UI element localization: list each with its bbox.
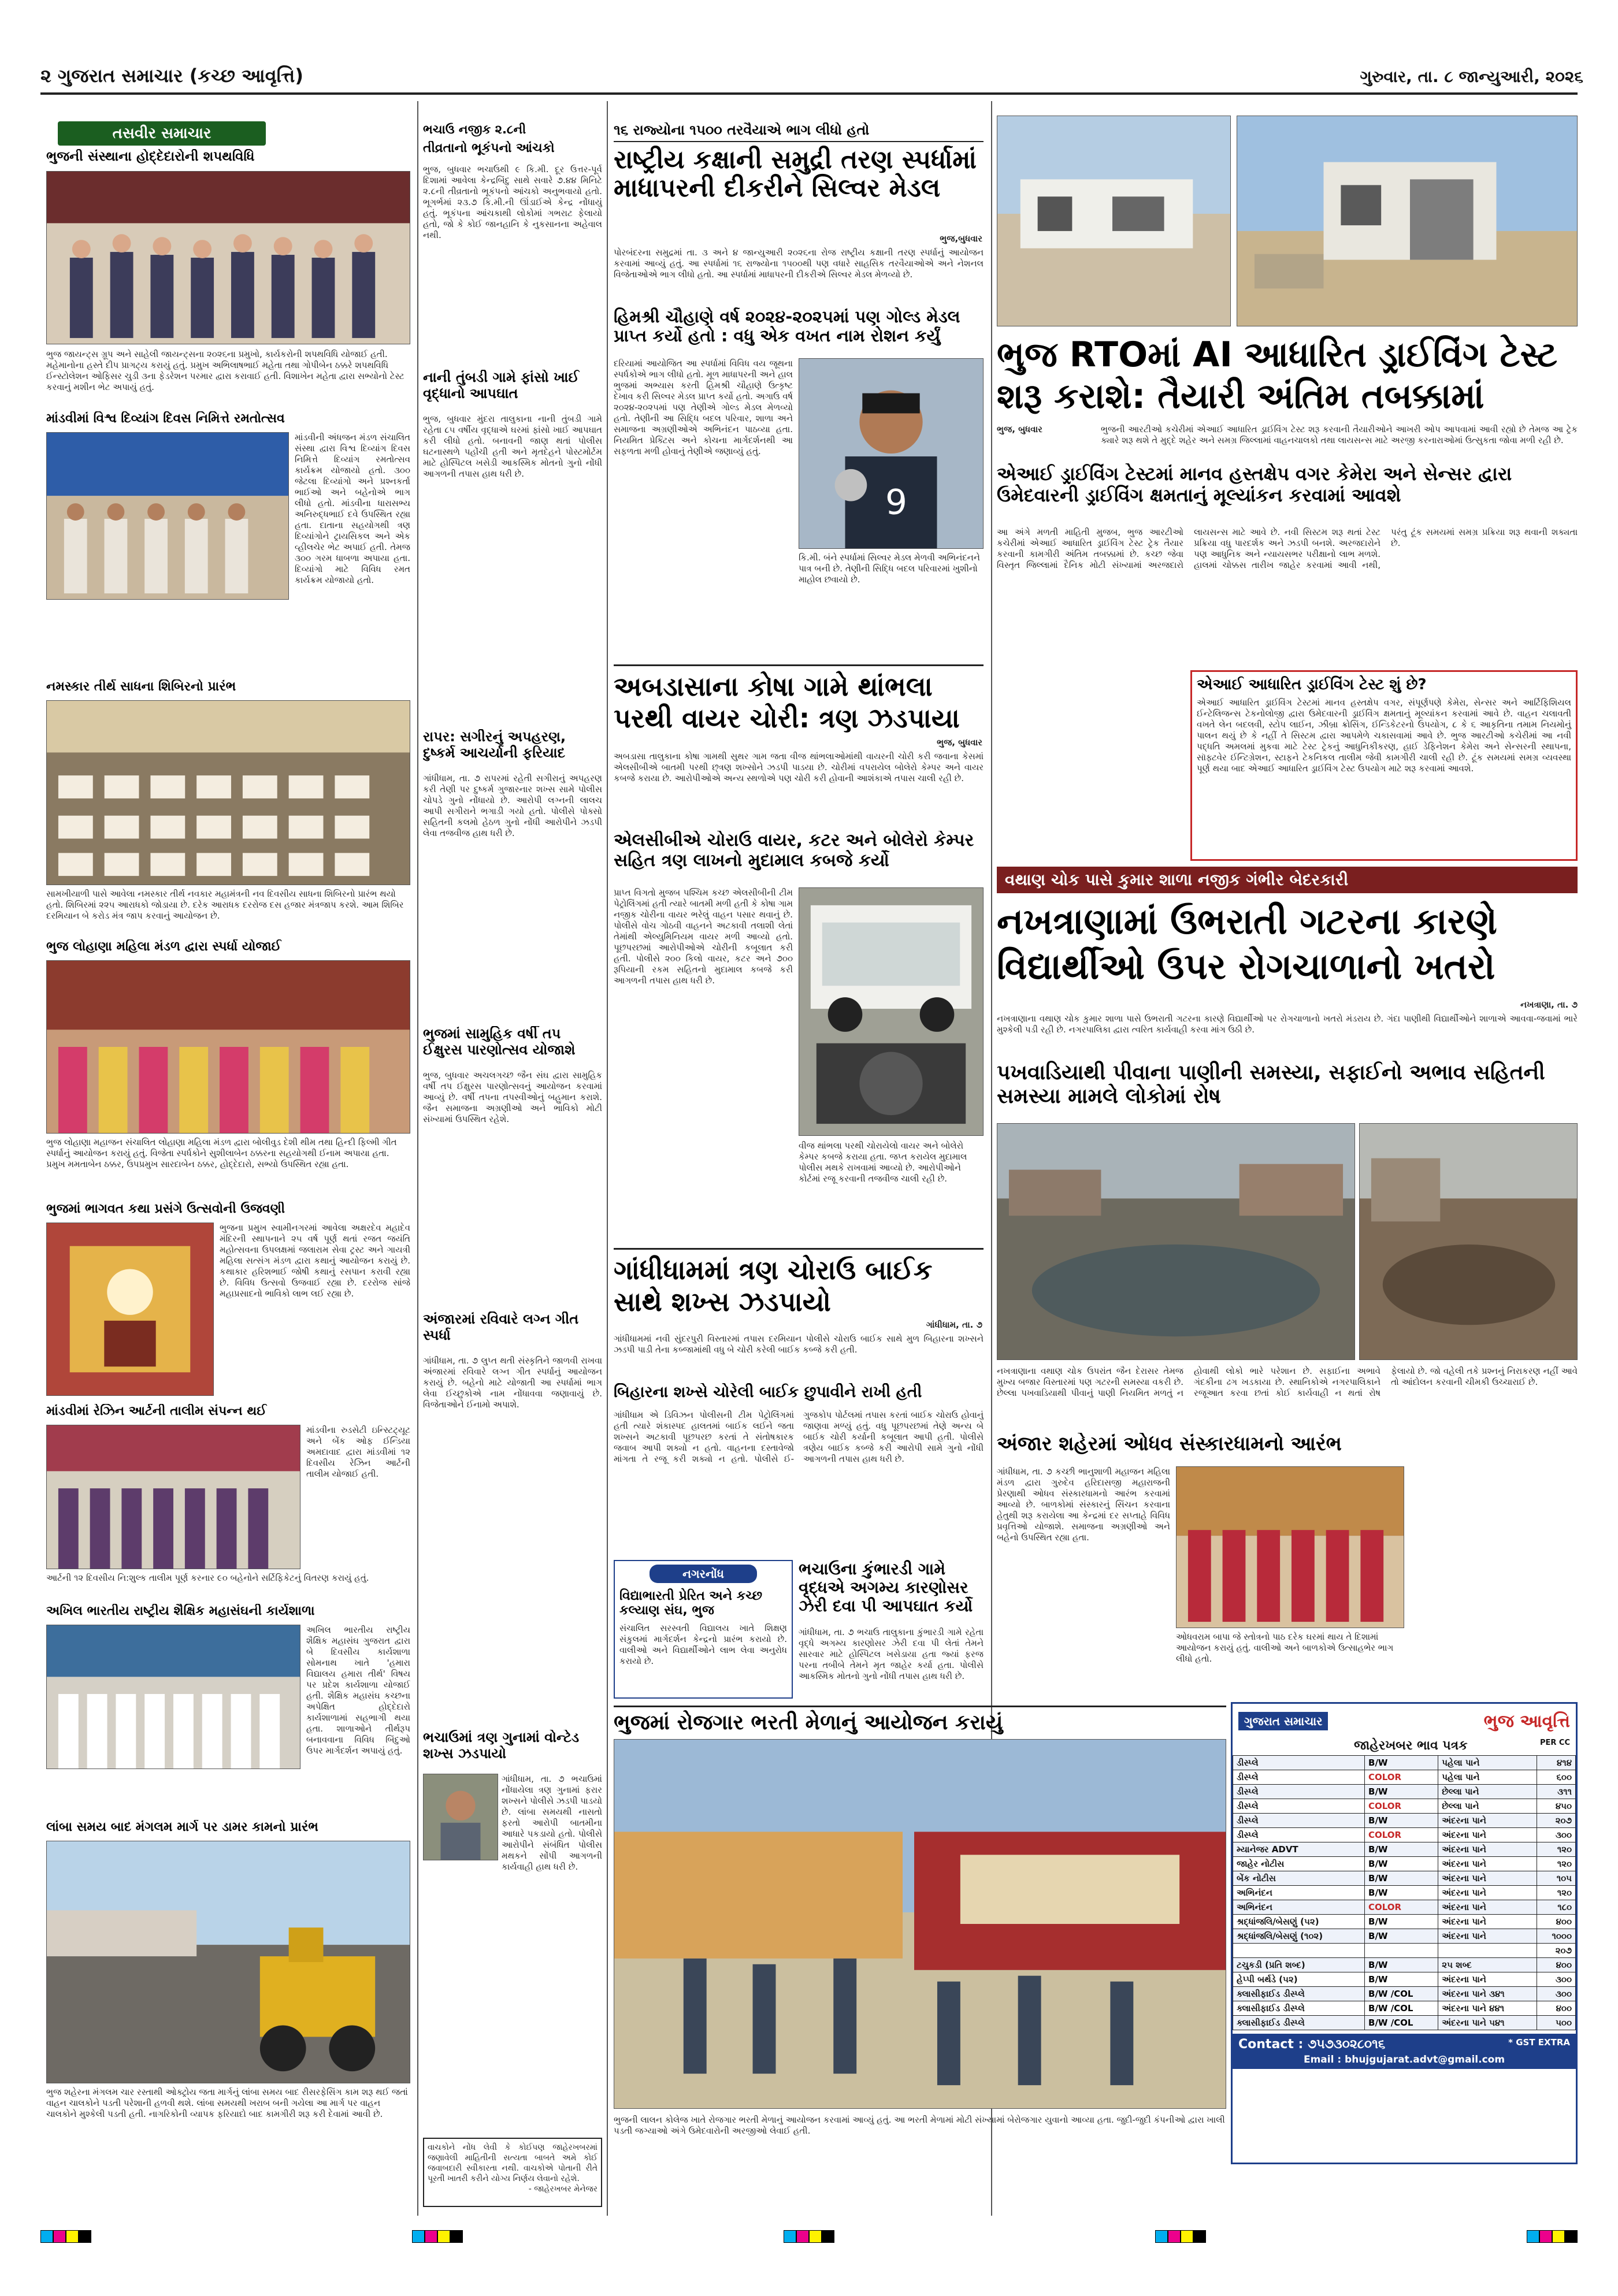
rate-price: ૪૦૦ xyxy=(1537,1915,1576,1929)
rate-mode: B/W xyxy=(1365,1785,1438,1799)
contact-email: Email : bhujgujarat.advt@gmail.com xyxy=(1303,2054,1505,2065)
info-box xyxy=(1190,670,1578,861)
rate-page: અંદરના પાને ૫૪૧ xyxy=(1438,2016,1537,2030)
rate-price: ૨૦૭ xyxy=(1537,1814,1576,1828)
rate-price: ૧૨૦ xyxy=(1537,1886,1576,1900)
rate-mode: B/W /COL xyxy=(1365,1987,1438,2001)
story-headline: ભુજ RTOમાં AI આધારિત ડ્રાઈવિંગ ટેસ્ટ શરૂ કરાશે: તૈયારી અંતિમ તબક્કામાં xyxy=(997,335,1558,417)
story-title: નાની તુંબડી ગામે ફાંસો ખાઈ વૃદ્ધાનો આપઘાત xyxy=(423,370,580,402)
rate-type: ક્લાસીફાઈડ ડીસ્પ્લે xyxy=(1233,2016,1365,2030)
story-title: નમસ્કાર તીર્થ સાધના શિબિરનો પ્રારંભ xyxy=(46,679,236,694)
rate-price: ૧૦૦૦ xyxy=(1537,1929,1576,1944)
story-body: ગાંધીધામ, તા. ૭ રાપરમાં રહેતી સગીરાનું અપહરણ કરી તેણી પર દુષ્કર્મ ગુજારનાર શખ્સ સામે પોલીસ ચોપડે ગુનો નોંધાયો છે. આરોપી લગ્નની લાલચ આપી સગીરાને ભગાડી ગયો હતો. પોલીસે પોક્સો સહિતની કલમો હેઠળ ગુનો નોંધી આરોપીને ઝડપી લેવા તજવીજ હાથ ધરી છે. xyxy=(423,773,602,838)
rate-type: જાહેર નોટીસ xyxy=(1233,1857,1365,1871)
news-photo xyxy=(46,1841,410,2083)
rate-row xyxy=(1233,1857,1576,1871)
story-title: લાંબા સમય બાદ મંગલમ માર્ગ પર ડામર કામનો પ્રારંભ xyxy=(46,1820,318,1834)
rate-price: ૧૨૦ xyxy=(1537,1857,1576,1871)
rate-type: શ્રદ્ધાંજલિ/બેસણું (૧૦૨) xyxy=(1233,1929,1365,1944)
rate-mode: B/W xyxy=(1365,1929,1438,1944)
rate-page: પહેલા પાને xyxy=(1438,1770,1537,1785)
rate-mode: B/W xyxy=(1365,1915,1438,1929)
story-headline: અંજાર શહેરમાં ઓધવ સંસ્કારધામનો આરંભ xyxy=(997,1433,1342,1455)
story-title: ભચાઉમાં ત્રણ ગુનામાં વોન્ટેડ શખ્સ ઝડપાયો xyxy=(423,1730,580,1762)
rate-page: અંદરના પાને xyxy=(1438,1814,1537,1828)
rate-row xyxy=(1233,1756,1576,1770)
story-body: પ્રાપ્ત વિગતો મુજબ પશ્ચિમ કચ્છ એલસીબીની ટીમ પેટ્રોલિંગમાં હતી ત્યારે બાતમી મળી હતી કે કોષા ગામ નજીક ચોરીના વાયર ભરેલું વાહન પસાર થવાનું છે. પોલીસે વોચ ગોઠવી વાહનને અટકાવી તલાશી લેતાં તેમાંથી એલ્યુમિનિયમ વાયર મળી આવ્યો હતો. પૂછપરછમાં આરોપીઓએ ચોરીની કબૂલાત કરી હતી. પોલીસે ૨૦૦ કિલો વાયર, કટર અને ૭૦૦ રૂપિયાની રકમ સહિતનો મુદામાલ કબજે કરી આગળની તપાસ હાથ ધરી છે. xyxy=(614,887,793,986)
rate-mode: B/W xyxy=(1365,1842,1438,1857)
nagarnondh-box xyxy=(614,1560,793,1699)
rate-page: અંદરના પાને ૩૪૧ xyxy=(1438,1987,1537,2001)
story-title: તીવ્રતાનો ભૂકંપનો આંચકો xyxy=(423,141,555,155)
info-box-body: એઆઈ આધારિત ડ્રાઈવિંગ ટેસ્ટમાં માનવ હસ્તક્ષેપ વગર, સંપૂર્ણપણે કેમેરા, સેન્સર અને આર્ટિફિશિયલ ઈન્ટેલિજન્સ ટેકનોલોજી દ્વારા ઉમેદવારની ડ્રાઈવિંગ ક્ષમતાનું મૂલ્યાંકન કરવામાં આવે છે. વાહન ચલાવતી વખતે લેન બદલવી, સ્ટોપ લાઈન, ઝીબ્રા ક્રોસિંગ, ઈન્ડિકેટરનો ઉપયોગ, ૮ કે ૬ આકૃતિના તમામ નિયમોનું પાલન થયું છે કે નહીં તે સિસ્ટમ દ્વારા આપમેળે ચકાસવામાં આવે છે. ભુજ આરટીઓ કચેરીમાં આ નવી પદ્ધતિ અમલમાં મુકવા માટે ટેસ્ટ ટ્રેકનું આધુનિકીકરણ, હાઈ ડેફિનેશન કેમેરા અને સેન્સરની સ્થાપના, સૉફ્ટવેર ઈન્ટિગ્રેશન, સ્ટાફને ટેકનિકલ તાલીમ જેવી કામગીરી ચાલી રહી છે. ટૂંક સમયમાં સમગ્ર વ્યવસ્થા પૂર્ણ થયા બાદ એઆઈ આધારિત ડ્રાઈવિંગ ટેસ્ટ ઉપયોગ માટે શરૂ કરવામાં આવશે. xyxy=(1197,697,1571,774)
rate-unit: PER CC xyxy=(1539,1738,1570,1747)
story-kicker: ભચાઉ નજીક ૨.૮ની xyxy=(423,122,526,136)
rate-card xyxy=(1231,1702,1578,2164)
news-photo xyxy=(1237,116,1578,326)
rate-mode: B/W xyxy=(1365,1886,1438,1900)
story-body: ભુજના પ્રમુખ સ્વામીનગરમાં આવેલા અક્ષરદેવ મહાદેવ મંદિરની સ્થાપનાને ૨૫ વર્ષ પૂર્ણ થતાં રજત જયંતિ મહોત્સવના ઉપલક્ષમાં જલારામ સેવા ટ્રસ્ટ અને ગાયત્રી મહિલા સત્સંગ મંડળ દ્વારા કથાનું આયોજન કરાયું છે. કથાકાર હરિશભાઈ જોષી કથાનું રસપાન કરાવી રહ્યા છે. વિવિધ ઉત્સવો ઉજવાઈ રહ્યા છે. દરરોજ સાંજે મહાપ્રસાદનો ભાવિકો લાભ લઈ રહ્યા છે. xyxy=(220,1223,410,1299)
story-kicker: ૧૬ રાજ્યોના ૧૫૦૦ તરવૈયાએ ભાગ લીધો હતો xyxy=(614,122,984,142)
nagarnondh-body: સંચાલિત સરસ્વતી વિદ્યાલય ખાતે શિક્ષણ સંકુલમાં માર્ગદર્શન કેન્દ્રનો પ્રારંભ કરાયો છે. વાલીઓ અને વિદ્યાર્થીઓને લાભ લેવા અનુરોધ કરાયો છે. xyxy=(619,1622,787,1666)
page-header-right: ગુરુવાર, તા. ૮ જાન્યુઆરી, ૨૦૨૬ xyxy=(1360,67,1583,86)
rate-price: ૧૦૫ xyxy=(1537,1871,1576,1886)
rate-price: ૧૮૦ xyxy=(1537,1900,1576,1915)
newspaper-logo: ગુજરાત સમાચાર xyxy=(1238,1712,1328,1730)
rate-type: ક્લાસીફાઈડ ડીસ્પ્લે xyxy=(1233,1987,1365,2001)
rate-row xyxy=(1233,1886,1576,1900)
rate-row xyxy=(1233,2001,1576,2016)
edition-label: ભુજ આવૃત્તિ xyxy=(1483,1711,1570,1732)
rate-price: ૬૦૦ xyxy=(1537,1770,1576,1785)
news-photo xyxy=(46,960,410,1134)
story-kicker: વથાણ ચોક પાસે કુમાર શાળા નજીક ગંભીર બેદરકારી xyxy=(1005,870,1349,889)
rate-row xyxy=(1233,2016,1576,2030)
story-body: ગાંધીધામ, તા. ૭ કચ્છી ભાનુશાળી મહાજન મહિલા મંડળ દ્વારા ગુરુદેવ હરિદાસજી મહારાજની પ્રેરણાથી ઓધવ સંસ્કારધામનો આરંભ કરવામાં આવ્યો છે. બાળકોમાં સંસ્કારનું સિંચન કરવાના હેતુથી શરૂ કરાયેલા આ કેન્દ્રમાં દર સપ્તાહે વિવિધ પ્રવૃત્તિઓ યોજાશે. સમાજના અગ્રણીઓ અને બહેનો ઉપસ્થિત રહ્યા હતા. xyxy=(997,1466,1170,1543)
photo-caption: ભુજ શહેરના મંગલમ ચાર રસ્તાથી ઓક્ટ્રોય જતા માર્ગનું લાંબા સમય બાદ રીસરફેસિંગ કામ શરૂ થઈ જતાં વાહન ચાલકોને પડતી પરેશાની હળવી થશે. લાંબા સમયથી ખરાબ બની ગયેલા આ માર્ગ પર વાહન ચાલકોને મુશ્કેલી પડતી હતી. નાગરિકોની વ્યાપક ફરિયાદો બાદ કામગીરી શરૂ કરી દેવામાં આવી છે. xyxy=(46,2087,408,2119)
page-header-left: ૨ ગુજરાત સમાચાર (કચ્છ આવૃત્તિ) xyxy=(40,65,303,87)
rate-type: ડીસ્પ્લે xyxy=(1233,1756,1365,1770)
rate-mode: COLOR xyxy=(1365,1828,1438,1842)
rate-row xyxy=(1233,1842,1576,1857)
rate-card-heading: જાહેરખબર ભાવ પત્રક xyxy=(1354,1738,1468,1753)
nagarnondh-tag: નગરનોંધ xyxy=(650,1565,757,1583)
story-title: ભુજ લોહાણા મહિલા મંડળ દ્વારા સ્પર્ધા યોજાઈ xyxy=(46,939,281,954)
story-title: ભુજમાં સામુહિક વર્ષી તપ ઈક્ષુરસ પારણોત્સવ યોજાશે xyxy=(423,1026,576,1058)
rate-type xyxy=(1233,1944,1365,1958)
story-lead: નખત્રાણાના વથાણ ચોક કુમાર શાળા પાસે ઉભરાતી ગટરના કારણે વિદ્યાર્થીઓ પર રોગચાળાનો ખતરો મંડરાય છે. ગંદા પાણીથી વિદ્યાર્થીઓને શાળાએ આવવા-જવામાં ભારે મુશ્કેલી પડી રહી છે. નગરપાલિકા દ્વારા ત્વરિત કાર્યવાહી કરવા માંગ ઉઠી છે. xyxy=(997,1013,1578,1035)
story-body: દરિયામાં આયોજિત આ સ્પર્ધામાં વિવિધ વય જૂથના સ્પર્ધકોએ ભાગ લીધો હતો. મૂળ માધાપરની અને હાલ ભુજમાં અભ્યાસ કરતી હિમશ્રી ચૌહાણે ઉત્કૃષ્ટ દેખાવ કરી સિલ્વર મેડલ પ્રાપ્ત કર્યો હતો. અગાઉ વર્ષ ૨૦૨૪-૨૦૨૫માં પણ તેણીએ ગોલ્ડ મેડલ મેળવ્યો હતો. તેણીની આ સિદ્ધિ બદલ પરિવાર, શાળા અને સમાજના અગ્રણીઓએ અભિનંદન પાઠવ્યા હતા. નિયમિત પ્રેક્ટિસ અને કોચના માર્ગદર્શનથી આ સફળતા મળી હોવાનું તેણીએ જણાવ્યું હતું. xyxy=(614,358,793,456)
story-title: રાપર: સગીરનું અપહરણ, દુષ્કર્મ આચર્યાની ફરિયાદ xyxy=(423,729,566,761)
news-photo xyxy=(46,1425,300,1569)
story-body: ગાંધીધામ, તા. ૭ ભચાઉમાં નોંધાયેલા ત્રણ ગુનામાં ફરાર શખ્સને પોલીસે ઝડપી પાડયો છે. લાંબા સમયથી નાસતો ફરતો આરોપી બાતમીના આધારે પકડાયો હતો. પોલીસે આરોપીને સંબંધિત પોલીસ મથકને સોંપી આગળની કાર્યવાહી હાથ ધરી છે. xyxy=(502,1774,602,1872)
rate-page: છેલ્લા પાને xyxy=(1438,1799,1537,1814)
rate-row xyxy=(1233,1929,1576,1944)
story-headline: રાષ્ટ્રીય કક્ષાની સમુદ્રી તરણ સ્પર્ધામાં માધાપરની દીકરીને સિલ્વર મેડલ xyxy=(614,146,977,203)
rate-type: ડીસ્પ્લે xyxy=(1233,1799,1365,1814)
rate-price: ૧૨૦ xyxy=(1537,1842,1576,1857)
rate-price: ૩૦૦ xyxy=(1537,1828,1576,1842)
story-body: ભુજ, બુધવાર મુંદરા તાલુકાના નાની તુંબડી ગામે રહેતા ૮૫ વર્ષીય વૃદ્ધાએ ઘરમાં ફાંસો ખાઈ આપઘાત કરી લીધો હતો. બનાવની જાણ થતાં પોલીસ ઘટનાસ્થળે પહોંચી હતી અને મૃતદેહને પોસ્ટમોર્ટમ માટે હોસ્પિટલ ખસેડી આકસ્મિક મોતનો ગુનો નોંધી આગળની તપાસ હાથ ધરી છે. xyxy=(423,414,602,479)
story-body: ગાંધીધામ એ ડિવિઝન પોલીસની ટીમ પેટ્રોલિંગમાં હતી ત્યારે શંકાસ્પદ હાલતમાં બાઈક લઈને જતા શખ્સને અટકાવી પૂછપરછ કરતાં તે સંતોષકારક જવાબ આપી શક્યો ન હતો. વાહનના દસ્તાવેજો માંગતા તે રજૂ કરી શક્યો ન હતો. પોલીસે ઈ-ગુજકોપ પોર્ટલમાં તપાસ કરતાં બાઈક ચોરાઉ હોવાનું જાણવા મળ્યું હતું. વધુ પૂછપરછમાં તેણે અન્ય બે બાઈક ચોરી કર્યાની કબૂલાત આપી હતી. પોલીસે ત્રણેય બાઈક કબ્જે કરી આરોપી સામે ગુનો નોંધી આગળની તપાસ હાથ ધરી છે. xyxy=(614,1410,984,1464)
rate-mode: B/W /COL xyxy=(1365,2016,1438,2030)
header-rule xyxy=(40,92,1578,95)
story-headline: ભુજમાં રોજગાર ભરતી મેળાનું આયોજન કરાયું xyxy=(614,1706,1226,1734)
story-body: આ અંગે મળતી માહિતી મુજબ, ભુજ આરટીઓ કચેરીમાં એઆઈ આધારિત ડ્રાઈવિંગ ટેસ્ટ ટ્રેક તૈયાર કરવાની કામગીરી અંતિમ તબક્કામાં છે. કચ્છ જેવા વિસ્તૃત જિલ્લામાં દૈનિક મોટી સંખ્યામાં અરજદારો લાયસન્સ માટે આવે છે. નવી સિસ્ટમ શરૂ થતાં ટેસ્ટ પ્રક્રિયા વધુ પારદર્શક અને ઝડપી બનશે. અરજદારોને પણ આધુનિક અને ન્યાયસભર પરીક્ષાનો લાભ મળશે. હાલમાં ચોક્કસ તારીખ જાહેર કરવામાં આવી નથી, પરંતુ ટૂંક સમયમાં સમગ્ર પ્રક્રિયા શરૂ થવાની શક્યતા છે. xyxy=(997,527,1578,570)
story-headline: નખત્રાણામાં ઉભરાતી ગટરના કારણે વિદ્યાર્થીઓ ઉપર રોગચાળાનો ખતરો xyxy=(997,900,1497,987)
rate-type: શ્રદ્ધાંજલિ/બેસણું (૫૨) xyxy=(1233,1915,1365,1929)
story-lead: ગાંધીધામમાં નવી સુંદરપુરી વિસ્તારમાં તપાસ દરમિયાન પોલીસે ચોરાઉ બાઈક સાથે મુળ બિહારના શખ્સને ઝડપી પાડી તેના કબ્જામાંથી વધુ બે ચોરી કરેલી બાઈક કબ્જે કરી હતી. xyxy=(614,1333,984,1355)
photo-caption: વીજ થાંભલા પરથી ચોરાયેલો વાયર અને બોલેરો કેમ્પર કબજે કરાયા હતા. જપ્ત કરાયેલ મુદામાલ પોલીસ મથકે રાખવામાં આવ્યો છે. આરોપીઓને કોર્ટમાં રજૂ કરવાની તજવીજ ચાલી રહી છે. xyxy=(799,1140,967,1184)
news-photo xyxy=(614,1739,1226,2109)
story-body: માંડવીની અંધજન મંડળ સંચાલિત સંસ્થા દ્વારા વિશ્વ દિવ્યાંગ દિવસ નિમિત્તે દિવ્યાંગ રમતોત્સવ કાર્યક્રમ યોજાયો હતો. ૩૦૦ જેટલા દિવ્યાંગો અને પ્રશ્નકર્તા ભાઈઓ અને બહેનોએ ભાગ લીધો હતો. માંડવીના ધારાસભ્ય અનિરુદ્ધભાઈ દવે ઉપસ્થિત રહ્યા હતા. દાતાના સહયોગથી ત્રણ દિવ્યાંગોને ટ્રાયસિકલ અને એક વ્હીલચેર ભેટ અપાઈ હતી. તેમજ ૩૦૦ ગરમ ધાબળા અપાયા હતા. દિવ્યાંગો માટે વિવિધ રમત કાર્યક્રમ યોજાયો હતો. xyxy=(295,432,410,585)
rate-price: ૨૦૭ xyxy=(1537,1944,1576,1958)
news-photo xyxy=(799,887,984,1136)
dateline: ભુજ,બુધવાર xyxy=(940,233,982,244)
news-photo xyxy=(1359,1123,1578,1360)
story-subtitle: એલસીબીએ ચોરાઉ વાયર, કટર અને બોલેરો કેમ્પર સહિત ત્રણ લાખનો મુદામાલ કબજે કર્યો xyxy=(614,831,974,871)
rate-mode: B/W xyxy=(1365,1958,1438,1972)
rate-page: અંદરના પાને xyxy=(1438,1842,1537,1857)
rate-type: ડીસ્પ્લે xyxy=(1233,1814,1365,1828)
rate-type: બેંક નોટીસ xyxy=(1233,1871,1365,1886)
dateline: ભુજ, બુધવાર xyxy=(997,424,1042,434)
photo-caption: આર્ટની ૧૨ દિવસીય નિ:શુલ્ક તાલીમ પૂર્ણ કરનાર ૯૦ બહેનોને સર્ટિફિકેટનું વિતરણ કરાયું હતું. xyxy=(46,1573,369,1583)
rate-mode: B/W xyxy=(1365,1871,1438,1886)
rate-page: અંદરના પાને xyxy=(1438,1915,1537,1929)
story-title: અંજારમાં રવિવારે લગ્ન ગીત સ્પર્ધા xyxy=(423,1312,579,1343)
rate-type: હેપ્પી બર્થડે (૫૨) xyxy=(1233,1972,1365,1987)
rate-table xyxy=(1233,1755,1576,2030)
rate-type: ડીસ્પ્લે xyxy=(1233,1770,1365,1785)
rate-row xyxy=(1233,1958,1576,1972)
story-subtitle: પખવાડિયાથી પીવાના પાણીની સમસ્યા, સફાઈનો અભાવ સહિતની સમસ્યા મામલે લોકોમાં રોષ xyxy=(997,1061,1545,1109)
story-body: માંડવીના રુડસેટી ઇન્સ્ટિટ્યૂટ અને બેંક ઓફ ઈન્ડિયા અમદાવાદ દ્વારા માંડવીમાં ૧૨ દિવસીય રેઝિન આર્ટની તાલીમ યોજાઈ હતી. xyxy=(306,1425,410,1479)
rate-row xyxy=(1233,1770,1576,1785)
news-photo xyxy=(799,358,984,549)
rate-row xyxy=(1233,1915,1576,1929)
news-photo xyxy=(46,432,289,600)
rate-page: ૨૫ શબ્દ xyxy=(1438,1958,1537,1972)
photo-caption: સામખીયાળી પાસે આવેલા નમસ્કાર તીર્થ નવકાર મહામંત્રની નવ દિવસીય સાધના શિબિરનો પ્રારંભ થયો હતો. શિબિરમાં ૨૨૫ આરાધકો જોડાયા છે. દરેક આરાધક દરરોજ દસ હજાર મંત્રજાપ કરશે. આમ શિબિર દરમિયાન બે કરોડ મંત્ર જાપ કરવાનું આયોજન છે. xyxy=(46,889,404,921)
rate-mode: COLOR xyxy=(1365,1770,1438,1785)
rate-type: ટચુકડી (પ્રતિ શબ્દ) xyxy=(1233,1958,1365,1972)
nagarnondh-title: વિદ્યાભારતી પ્રેરિત અને કચ્છ કલ્યાણ સંઘ, ભુજ xyxy=(619,1589,763,1618)
rate-page xyxy=(1438,1944,1537,1958)
story-headline: અબડાસાના કોષા ગામે થાંભલા પરથી વાયર ચોરી: ત્રણ ઝડપાયા xyxy=(614,664,984,734)
gst-note: * GST EXTRA xyxy=(1508,2037,1570,2048)
rate-page: છેલ્લા પાને xyxy=(1438,1785,1537,1799)
photo-caption: ભુજ જાયન્ટ્સ ગ્રૂપ અને સાહેલી જાયન્ટ્સના ૨૦૨૬ના પ્રમુખો, કાર્યકરોની શપથવિધિ યોજાઈ હતી. મહેમાનોના હસ્તે દીપ પ્રાગટ્ય કરાયું હતું. પ્રમુખ અભિલાષભાઈ મહેતા તથા ગોપીબેન ઠક્કરે શપથવિધિ ઈન્સ્ટોલેશન ઓફિસર ચુડી ૩ના ફેડરેશન પરમાર દ્વારા કરાવાઈ હતી. વિશાખેન મહેતા દ્વારા સભ્યોનો ટેસ્ટ કરવાનું મશીન ભેટ અપાયું હતું. xyxy=(46,349,404,392)
news-photo xyxy=(46,171,410,344)
story-body: અખિલ ભારતીય રાષ્ટ્રીય શૈક્ષિક મહાસંઘ ગુજરાત દ્વારા બે દિવસીય કાર્યશાળા સોમનાથ ખાતે 'હમારા વિદ્યાલય હમારા તીર્થ' વિષય પર પ્રદેશ કાર્યશાળા યોજાઈ હતી. શૈક્ષિક મહાસંઘ કચ્છના અપેક્ષિત હોદ્દેદારો કાર્યશાળામાં સહભાગી થયા હતા. શાળાઓને તીર્થરૂપ બનાવવાના વિવિધ બિંદુઓ ઉપર માર્ગદર્શન અપાયું હતું. xyxy=(306,1625,410,1756)
story-body: ગાંધીધામ, તા. ૭ લુપ્ત થતી સંસ્કૃતિને જાળવી રાખવા અંજારમાં રવિવારે લગ્ન ગીત સ્પર્ધાનું આયોજન કરાયું છે. બહેનો માટે યોજાતી આ સ્પર્ધામાં ભાગ લેવા ઈચ્છુકોએ નામ નોંધાવવા જણાવાયું છે. વિજેતાઓને ઈનામો અપાશે. xyxy=(423,1355,602,1410)
news-photo xyxy=(423,1774,498,1860)
story-subtitle: બિહારના શખ્સે ચોરેલી બાઈક છુપાવીને રાખી હતી xyxy=(614,1383,922,1401)
news-photo xyxy=(997,116,1231,326)
news-photo xyxy=(46,1625,300,1769)
story-title: ભુજની સંસ્થાના હોદ્દેદારોની શપથવિધિ xyxy=(46,149,255,164)
photo-caption: ઓધવરામ બાપા જે સ્તોત્રનો પાઠ દરેક ઘરમાં થાય તે દિશામાં આયોજન કરાયું હતું. વાલીઓ અને બાળકોએ ઉત્સાહભેર ભાગ લીધો હતો. xyxy=(1176,1632,1394,1664)
rate-price: ૪૦૦ xyxy=(1537,2001,1576,2016)
story-body: ભુજ, બુધવાર ભચાઉથી ૯ કિ.મી. દૂર ઉત્તર-પૂર્વ દિશામાં આવેલા કેન્દ્રબિંદુ સાથે સવારે ૭.૪૪ મિનિટે ૨.૮ની તીવ્રતાનો ભૂકંપનો આંચકો અનુભવાયો હતો. ભૂગર્ભમાં ૨૩.૭ કિ.મી.ની ઊંડાઈએ કેન્દ્ર નોંધાયું હતું. ભૂકંપના આંચકાથી લોકોમાં ગભરાટ ફેલાયો હતો, જો કે કોઈ જાનહાનિ કે નુકસાનના અહેવાલ નથી. xyxy=(423,164,602,240)
story-kicker-band xyxy=(997,867,1578,893)
rate-mode: B/W /COL xyxy=(1365,2001,1438,2016)
rate-mode: COLOR xyxy=(1365,1900,1438,1915)
rate-type: અભિનંદન xyxy=(1233,1900,1365,1915)
rate-page: અંદરના પાને xyxy=(1438,1900,1537,1915)
story-title: ભુજમાં ભાગવત કથા પ્રસંગે ઉત્સવોની ઉજવણી xyxy=(46,1202,285,1216)
dateline: ગાંધીધામ, તા. ૭ xyxy=(926,1320,982,1330)
rate-price: ૪૦૦ xyxy=(1537,1958,1576,1972)
rate-type: ક્લાસીફાઈડ ડીસ્પ્લે xyxy=(1233,2001,1365,2016)
rate-page: અંદરના પાને xyxy=(1438,1929,1537,1944)
rate-page: અંદરના પાને xyxy=(1438,1886,1537,1900)
column-divider xyxy=(607,101,608,2216)
notice-signature: - જાહેરખબર મેનેજર xyxy=(528,2184,598,2194)
news-photo xyxy=(1176,1466,1404,1628)
contact-phone: Contact : ૭૫૭૩૦૨૮૦૧૬ xyxy=(1238,2037,1386,2052)
column-divider xyxy=(417,101,418,2216)
rate-type: ડીસ્પ્લે xyxy=(1233,1828,1365,1842)
rate-price: ૫૦૦ xyxy=(1537,2016,1576,2030)
story-body: નખત્રાણાના વથાણ ચોક ઉપરાંત જૈન દેરાસર તેમજ મુખ્ય બજાર વિસ્તારમાં પણ ગટરની સમસ્યા વકરી છે. છેલ્લા પખવાડિયાથી પીવાનું પાણી નિયમિત મળતું ન હોવાથી લોકો ભારે પરેશાન છે. સફાઈના અભાવે ગંદકીના ઢગ ખડકાયા છે. સ્થાનિકોએ નગરપાલિકાને રજૂઆત કરવા છતાં કોઈ કાર્યવાહી ન થતાં રોષ ફેલાયો છે. જો વહેલી તકે પ્રશ્નનું નિરાકરણ નહીં આવે તો આંદોલન કરવાની ચીમકી ઉચ્ચારાઈ છે. xyxy=(997,1366,1578,1398)
story-subtitle: એઆઈ ડ્રાઈવિંગ ટેસ્ટમાં માનવ હસ્તક્ષેપ વગર કેમેરા અને સેન્સર દ્વારા ઉમેદવારની ડ્રાઈવિંગ ક્ષમતાનું મૂલ્યાંકન કરવામાં આવશે xyxy=(997,463,1512,506)
info-box-title: એઆઈ આધારિત ડ્રાઈવિંગ ટેસ્ટ શું છે? xyxy=(1197,676,1427,693)
rate-price: ૩૦૦ xyxy=(1537,1987,1576,2001)
rate-price: ૪૫૦ xyxy=(1537,1799,1576,1814)
section-tag: તસવીર સમાચાર xyxy=(58,121,266,146)
registration-marks xyxy=(40,2230,1578,2247)
story-headline: ગાંધીધામમાં ત્રણ ચોરાઉ બાઈક સાથે શખ્સ ઝડપાયો xyxy=(614,1248,984,1317)
photo-caption: ભુજની લાલન કોલેજ ખાતે રોજગાર ભરતી મેળાનું આયોજન કરવામાં આવ્યું હતું. આ ભરતી મેળામાં મોટી સંખ્યામાં બેરોજગાર યુવાનો આવ્યા હતા. જુદી-જુદી કંપનીઓ દ્વારા ખાલી પડતી જગ્યાઓ અંગે ઉમેદવારોની અરજીઓ લેવાઈ હતી. xyxy=(614,2115,1225,2136)
story-headline: ભચાઉના કુંભારડી ગામે વૃદ્ધએ અગમ્ય કારણોસર ઝેરી દવા પી આપઘાત કર્યો xyxy=(799,1560,973,1616)
rate-row xyxy=(1233,1828,1576,1842)
rate-row xyxy=(1233,1987,1576,2001)
photo-caption: ભુજ લોહાણા મહાજન સંચાલિત લોહાણા મહિલા મંડળ દ્વારા બોલીવુડ દેશી થીમ તથા હિન્દી ફિલ્મી ગીત સ્પર્ધાનું આયોજન કરાયું હતું. વિજેતા સ્પર્ધકોને સુશીલાબેન ઠક્કરના સહયોગથી ઈનામ અપાયા હતા. પ્રમુખ મમતાબેન ઠક્કર, ઉપપ્રમુખ સારદાબેન ઠક્કર, હોદ્દેદારો, સભ્યો ઉપસ્થિત રહ્યા હતા. xyxy=(46,1137,397,1169)
rate-page: અંદરના પાને ૪૪૧ xyxy=(1438,2001,1537,2016)
story-lead: ભુજની આરટીઓ કચેરીમાં એઆઈ આધારિત ડ્રાઈવિંગ ટેસ્ટ શરૂ કરવાની તૈયારીઓને આખરી ઓપ આપવામાં આવી રહ્યો છે તેમજ આ ટ્રેક ક્યારે શરૂ થશે તે મુદ્દે શહેર અને સમગ્ર જિલ્લામાં વાહનચાલકો તથા લાયસન્સ માટે અરજી કરનારાઓમાં ઉત્સુકતા જોવા મળી રહી છે. xyxy=(1101,424,1578,445)
rate-type: ડીસ્પ્લે xyxy=(1233,1785,1365,1799)
rate-page: અંદરના પાને xyxy=(1438,1828,1537,1842)
rate-mode: B/W xyxy=(1365,1857,1438,1871)
story-body: ભુજ, બુધવાર અચલગચ્છ જૈન સંઘ દ્વારા સામુહિક વર્ષી તપ ઈક્ષુરસ પારણોત્સવનું આયોજન કરવામાં આવ્યું છે. વર્ષી તપના તપસ્વીઓનું બહુમાન કરાશે. જૈન સમાજના અગ્રણીઓ અને ભાવિકો મોટી સંખ્યામાં ઉપસ્થિત રહેશે. xyxy=(423,1070,602,1124)
news-photo xyxy=(46,700,410,885)
story-lead: અબડાસા તાલુકાના કોષા ગામથી સુથર ગામ જતા વીજ થાંભલાઓમાંથી વાયરની ચોરી કરી જવાના કેસમાં એલસીબીએ બાતમી પરથી છ્ત્રણ શખ્સોને ઝડપી પાડયા છે. ચોરીમાં વપરાયેલ બોલેરો કેમ્પર અને વાયર કબજે કરાયા છે. આરોપીઓએ અન્ય સ્થળોએ પણ ચોરી કરી હોવાની આશંકાએ તપાસ ચાલી રહી છે. xyxy=(614,751,984,783)
rate-page: પહેલા પાને xyxy=(1438,1756,1537,1770)
rate-mode: B/W xyxy=(1365,1756,1438,1770)
rate-price: ૪૧૪ xyxy=(1537,1756,1576,1770)
rate-row xyxy=(1233,1944,1576,1958)
story-lead: પોરબંદરના સમુદ્રમાં તા. ૩ અને ૪ જાન્યુઆરી ૨૦૨૬ના રોજ રાષ્ટ્રીય કક્ષાની તરણ સ્પર્ધાનું આયોજન કરવામાં આવ્યું હતું. આ સ્પર્ધામાં ૧૬ રાજ્યોના ૧૫૦૦થી પણ વધારે સાહસિક તરવૈયાઓએ અને નેશનલ વિજેતાઓએ ભાગ લીધો હતો. આ સ્પર્ધામાં માધાપરની દીકરીએ સિલ્વર મેડલ મેળવ્યો છે. xyxy=(614,247,984,280)
rate-page: અંદરના પાને xyxy=(1438,1972,1537,1987)
rate-page: અંદરના પાને xyxy=(1438,1871,1537,1886)
rate-type: અભિનંદન xyxy=(1233,1886,1365,1900)
rate-mode: COLOR xyxy=(1365,1799,1438,1814)
dateline: નખત્રાણા, તા. ૭ xyxy=(1520,1000,1578,1010)
svg-text:9: 9 xyxy=(885,482,907,523)
story-title: માંડવીમાં રેઝિન આર્ટની તાલીમ સંપન્ન થઈ xyxy=(46,1404,267,1418)
rate-mode xyxy=(1365,1944,1438,1958)
rate-row xyxy=(1233,1799,1576,1814)
news-photo xyxy=(46,1223,214,1396)
rate-type: મ્યાનેજર ADVT xyxy=(1233,1842,1365,1857)
rate-mode: B/W xyxy=(1365,1814,1438,1828)
advertisement-notice xyxy=(423,2138,602,2207)
story-subtitle: હિમશ્રી ચૌહાણે વર્ષ ૨૦૨૪-૨૦૨૫માં પણ ગોલ્ડ મેડલ પ્રાપ્ત કર્યો હતો : વધુ એક વખત નામ રોશન કર્યું xyxy=(614,307,960,346)
rate-mode: B/W xyxy=(1365,1972,1438,1987)
notice-text: વાચકોને નોંધ લેવી કે કોઈપણ જાહેરખબરમાં જણાવેલી માહિતીની સત્યતા બાબતે અમે કોઈ જવાબદારી સ્વીકારતા નથી. વાચકોએ પોતાની રીતે પૂરતી ખાતરી કરીને યોગ્ય નિર્ણય લેવાનો રહેશે. xyxy=(428,2143,598,2183)
dateline: ભુજ, બુધવાર xyxy=(937,737,982,748)
rate-row xyxy=(1233,1871,1576,1886)
rate-row xyxy=(1233,1814,1576,1828)
rate-page: અંદરના પાને xyxy=(1438,1857,1537,1871)
photo-caption: કિ.મી. બંને સ્પર્ધામાં સિલ્વર મેડલ મેળવી અભિનંદનને પાત્ર બની છે. તેણીની સિદ્ધિ બદલ પરિવારમાં ખુશીનો માહોલ છવાયો છે. xyxy=(799,552,980,585)
story-title: માંડવીમાં વિશ્વ દિવ્યાંગ દિવસ નિમિત્તે રમતોત્સવ xyxy=(46,411,285,426)
rate-row xyxy=(1233,1900,1576,1915)
rate-price: ૩૧૧ xyxy=(1537,1785,1576,1799)
rate-price: ૩૦૦ xyxy=(1537,1972,1576,1987)
news-photo xyxy=(997,1123,1355,1360)
rate-row xyxy=(1233,1972,1576,1987)
story-body: ગાંધીધામ, તા. ૭ ભચાઉ તાલુકાના કુંભારડી ગામે રહેતા વૃદ્ધે અગમ્ય કારણોસર ઝેરી દવા પી લેતાં તેમને સારવાર માટે હોસ્પિટલ ખસેડાયા હતા જ્યાં ફરજ પરના તબીબે તેમને મૃત જાહેર કર્યા હતા. પોલીસે આકસ્મિક મોતનો ગુનો નોંધી તપાસ હાથ ધરી છે. xyxy=(799,1627,984,1681)
story-title: અખિલ ભારતીય રાષ્ટ્રીય શૈક્ષિક મહાસંઘની કાર્યશાળા xyxy=(46,1604,315,1618)
rate-row xyxy=(1233,1785,1576,1799)
